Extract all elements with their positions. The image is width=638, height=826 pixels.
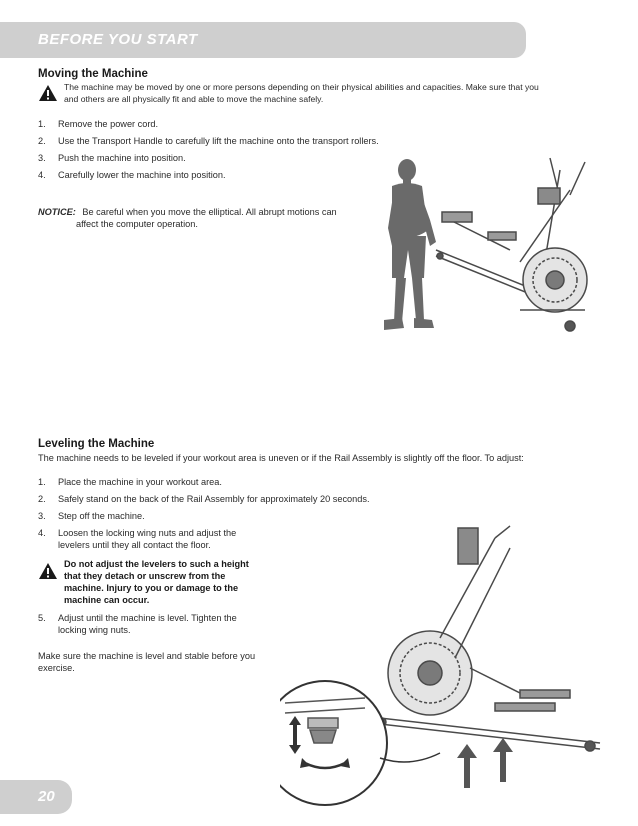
warning-icon (38, 84, 58, 102)
section-title: BEFORE YOU START (38, 31, 198, 48)
notice-label: NOTICE: (38, 207, 76, 217)
closing-line2: exercise. (38, 663, 75, 673)
up-arrow-icon (457, 738, 513, 788)
moving-heading: Moving the Machine (38, 68, 148, 80)
leveling-warning-line1: Do not adjust the levelers to such a height (64, 559, 249, 569)
notice-line2: affect the computer operation. (76, 219, 198, 229)
elliptical-machine-side (378, 526, 600, 751)
list-item: 4. Loosen the locking wing nuts and adjust the levelers until they all contact the floor. (38, 528, 237, 550)
list-item: 3. Push the machine into position. (38, 153, 186, 163)
warning-icon (38, 562, 58, 580)
page-number-tab (0, 780, 72, 814)
list-item: 2. Use the Transport Handle to carefully lift the machine onto the transport rollers. (38, 136, 379, 146)
moving-illustration (370, 150, 620, 340)
notice-line1: NOTICE: Be careful when you move the elliptical. All abrupt motions can (38, 207, 337, 217)
leveling-intro: The machine needs to be leveled if your workout area is uneven or if the Rail Assembly is slightly off the floor. To adjust: (38, 453, 524, 463)
elliptical-machine (436, 158, 587, 331)
person-figure (384, 159, 436, 330)
list-item: 1. Remove the power cord. (38, 119, 159, 129)
leveling-illustration (280, 518, 620, 818)
list-item: 4. Carefully lower the machine into position. (38, 170, 226, 180)
page-number: 20 (38, 788, 55, 805)
leveling-heading: Leveling the Machine (38, 438, 155, 450)
section-header (0, 22, 526, 58)
closing-line1: Make sure the machine is level and stable before you (38, 651, 256, 661)
list-item: 5. Adjust until the machine is level. Tighten the locking wing nuts. (38, 613, 237, 635)
list-item: 1. Place the machine in your workout area. (38, 477, 222, 487)
leveling-warning-line2: that they detach or unscrew from the (64, 571, 226, 581)
moving-warning-line2: and others are all physically fit and able to move the machine safely. (64, 94, 324, 104)
list-item: 3. Step off the machine. (38, 511, 145, 521)
leveling-warning-line3: machine. Injury to you or damage to the (64, 583, 239, 593)
list-item: 2. Safely stand on the back of the Rail Assembly for approximately 20 seconds. (38, 494, 370, 504)
moving-warning-line1: The machine may be moved by one or more persons depending on their physical abilities and capacities. Make sure that you (64, 82, 539, 92)
leveling-warning-line4: machine can occur. (64, 595, 150, 605)
leveling-step5 (38, 612, 298, 636)
